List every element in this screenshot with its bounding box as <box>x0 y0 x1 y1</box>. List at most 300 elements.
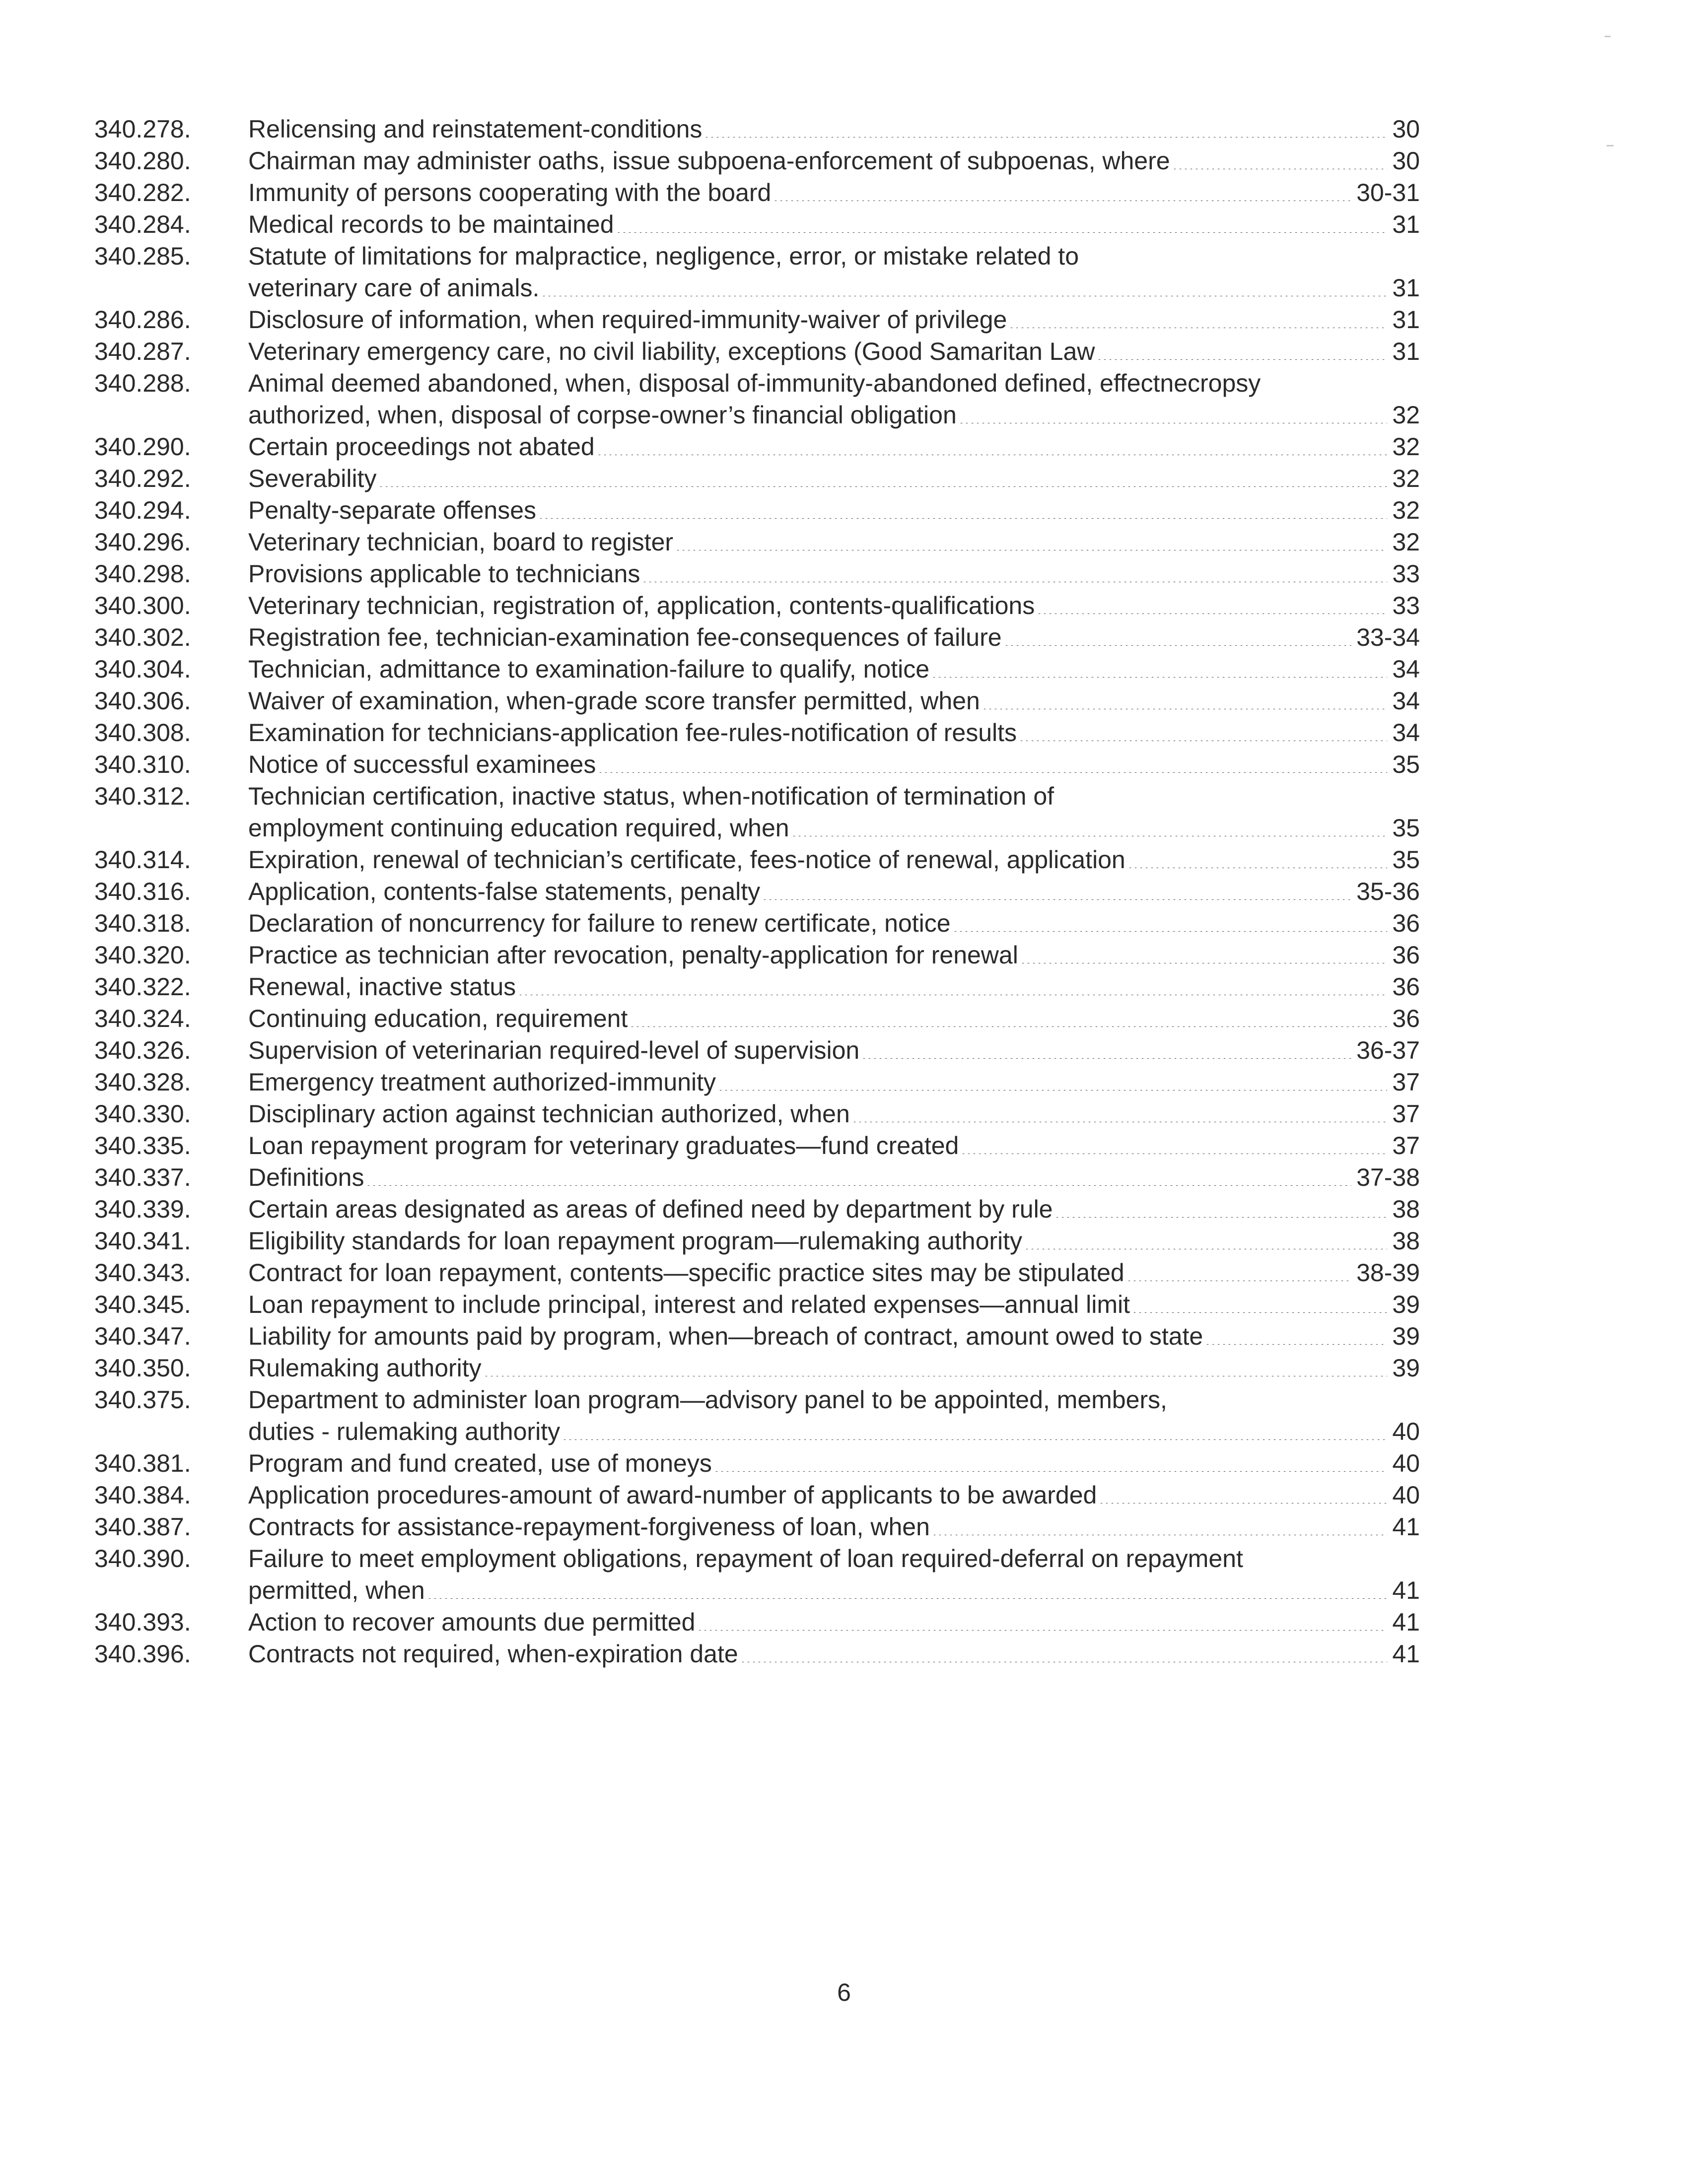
page-reference: 36 <box>1392 909 1420 937</box>
toc-entry <box>94 1352 1420 1384</box>
entry-title <box>248 749 1420 780</box>
page-reference: 40 <box>1392 1418 1420 1445</box>
section-number: 340.350. <box>94 1354 191 1382</box>
entry-title <box>248 780 1420 844</box>
entry-title-text: Application, contents-false statements, penalty <box>248 878 761 905</box>
toc-entry <box>94 463 1420 494</box>
page-reference: 39 <box>1392 1291 1420 1318</box>
toc-entry <box>94 1384 1420 1447</box>
section-number: 340.339. <box>94 1195 191 1223</box>
toc-entry <box>94 749 1420 780</box>
dot-leader <box>538 499 1387 519</box>
entry-title-text: Veterinary technician, registration of, application, contents-qualifications <box>248 592 1035 619</box>
toc-entry <box>94 367 1420 431</box>
entry-title-line <box>248 1066 1420 1098</box>
section-number: 340.384. <box>94 1481 191 1509</box>
page-reference: 39 <box>1392 1354 1420 1382</box>
entry-title-line <box>248 1638 1420 1670</box>
entry-title <box>248 463 1420 494</box>
section-number: 340.324. <box>94 1005 191 1032</box>
dot-leader <box>598 753 1387 773</box>
dot-leader <box>1037 594 1387 614</box>
dot-leader <box>1127 848 1388 868</box>
entry-title <box>248 208 1420 240</box>
entry-title-line <box>248 1479 1420 1511</box>
page-reference: 34 <box>1392 687 1420 715</box>
dot-leader <box>861 1039 1351 1059</box>
toc-entry <box>94 1638 1420 1670</box>
entry-title <box>248 494 1420 526</box>
entry-title-line <box>248 971 1420 1003</box>
entry-title-line: Failure to meet employment obligations, repayment of loan required-deferral on repayment <box>248 1545 1243 1572</box>
page-reference: 37-38 <box>1356 1163 1420 1191</box>
dot-leader <box>959 404 1388 423</box>
entry-title-line <box>248 1003 1420 1034</box>
page-reference: 39 <box>1392 1322 1420 1350</box>
section-number: 340.292. <box>94 465 191 492</box>
dot-leader <box>1132 1293 1387 1313</box>
entry-title-line <box>248 1225 1420 1257</box>
entry-title <box>248 844 1420 876</box>
toc-entry <box>94 177 1420 208</box>
toc-entry <box>94 1034 1420 1066</box>
entry-title-text: Medical records to be maintained <box>248 210 614 238</box>
entry-title-line <box>248 717 1420 749</box>
entry-title-line <box>248 1161 1420 1193</box>
entry-title <box>248 1130 1420 1161</box>
toc-entry <box>94 526 1420 558</box>
toc-entry <box>94 621 1420 653</box>
entry-title-line <box>248 1574 1420 1606</box>
section-number: 340.294. <box>94 496 191 524</box>
entry-title-text: Examination for technicians-application fee-rules-notification of results <box>248 719 1017 747</box>
section-number: 340.326. <box>94 1036 191 1064</box>
dot-leader <box>1020 944 1388 963</box>
dot-leader <box>427 1579 1388 1599</box>
entry-title-line <box>248 113 1420 145</box>
toc-entry <box>94 208 1420 240</box>
entry-title <box>248 558 1420 590</box>
section-number: 340.322. <box>94 973 191 1001</box>
entry-title-text: Contracts for assistance-repayment-forgiveness of loan, when <box>248 1513 930 1541</box>
toc-entry <box>94 431 1420 463</box>
entry-title-text: Disciplinary action against technician authorized, when <box>248 1100 850 1128</box>
section-number: 340.337. <box>94 1163 191 1191</box>
page-reference: 40 <box>1392 1481 1420 1509</box>
entry-title <box>248 1479 1420 1511</box>
entry-title-line <box>248 939 1420 971</box>
toc-entry <box>94 1066 1420 1098</box>
entry-title-line <box>248 653 1420 685</box>
page-reference: 35-36 <box>1356 878 1420 905</box>
page-reference: 32 <box>1392 401 1420 429</box>
dot-leader <box>1205 1325 1387 1345</box>
entry-title-text: Contracts not required, when-expiration date <box>248 1640 738 1668</box>
toc-entry <box>94 907 1420 939</box>
toc-entry <box>94 1193 1420 1225</box>
entry-title <box>248 1384 1420 1447</box>
entry-title-text: Relicensing and reinstatement-conditions <box>248 115 703 143</box>
entry-title-line <box>248 177 1420 208</box>
section-number: 340.314. <box>94 846 191 874</box>
section-number: 340.330. <box>94 1100 191 1128</box>
entry-title-text: Veterinary technician, board to register <box>248 528 674 556</box>
toc-entry <box>94 304 1420 336</box>
page-reference: 35 <box>1392 814 1420 842</box>
toc-entry <box>94 1161 1420 1193</box>
entry-title-text: Certain proceedings not abated <box>248 433 595 461</box>
entry-title-line <box>248 304 1420 336</box>
toc-entry <box>94 558 1420 590</box>
toc-entry <box>94 494 1420 526</box>
page-reference: 37 <box>1392 1100 1420 1128</box>
entry-title-line <box>248 399 1420 431</box>
entry-title-line <box>248 621 1420 653</box>
entry-title-text: Liability for amounts paid by program, when—breach of contract, amount owed to state <box>248 1322 1203 1350</box>
entry-title <box>248 367 1420 431</box>
dot-leader <box>378 467 1387 487</box>
page-reference: 33-34 <box>1356 623 1420 651</box>
toc-entry <box>94 939 1420 971</box>
page-reference: 32 <box>1392 433 1420 461</box>
entry-title-text: Emergency treatment authorized-immunity <box>248 1068 716 1096</box>
section-number: 340.343. <box>94 1259 191 1287</box>
scan-mark <box>1605 36 1611 37</box>
entry-title-text: Definitions <box>248 1163 364 1191</box>
entry-title-line <box>248 431 1420 463</box>
section-number: 340.306. <box>94 687 191 715</box>
dot-leader <box>1126 1261 1351 1281</box>
toc-entry <box>94 1543 1420 1606</box>
entry-title-line <box>248 812 1420 844</box>
page-reference: 38-39 <box>1356 1259 1420 1287</box>
dot-leader <box>1019 721 1387 741</box>
entry-title-line <box>248 685 1420 717</box>
entry-title <box>248 304 1420 336</box>
page-reference: 32 <box>1392 496 1420 524</box>
entry-title-line <box>248 1289 1420 1320</box>
dot-leader <box>541 276 1387 296</box>
entry-title <box>248 1257 1420 1289</box>
page-reference: 41 <box>1392 1576 1420 1604</box>
page-number: 6 <box>837 1979 851 2006</box>
entry-title <box>248 1161 1420 1193</box>
page-reference: 36 <box>1392 1005 1420 1032</box>
entry-title <box>248 1225 1420 1257</box>
entry-title-text: Action to recover amounts due permitted <box>248 1608 696 1636</box>
toc-entry <box>94 1511 1420 1543</box>
entry-title-line <box>248 145 1420 177</box>
entry-title-line <box>248 463 1420 494</box>
dot-leader <box>1172 149 1388 169</box>
toc-entry <box>94 653 1420 685</box>
entry-title-line <box>248 749 1420 780</box>
section-number: 340.393. <box>94 1608 191 1636</box>
entry-title <box>248 971 1420 1003</box>
dot-leader <box>366 1166 1351 1186</box>
entry-title <box>248 1098 1420 1130</box>
entry-title-text: Registration fee, technician-examination fee-consequences of failure <box>248 623 1002 651</box>
page-reference: 30 <box>1392 115 1420 143</box>
entry-title <box>248 590 1420 621</box>
entry-title-text: Technician, admittance to examination-failure to qualify, notice <box>248 655 930 683</box>
toc-entry <box>94 1320 1420 1352</box>
section-number: 340.310. <box>94 751 191 778</box>
dot-leader <box>762 880 1351 900</box>
entry-title-text: Practice as technician after revocation, penalty-application for renewal <box>248 941 1018 969</box>
entry-title-text: employment continuing education required, when <box>248 814 789 842</box>
entry-title-line <box>248 907 1420 939</box>
section-number: 340.316. <box>94 878 191 905</box>
section-number: 340.284. <box>94 210 191 238</box>
toc-entry <box>94 971 1420 1003</box>
entry-title <box>248 1066 1420 1098</box>
entry-title-text: Contract for loan repayment, contents—specific practice sites may be stipulated <box>248 1259 1125 1287</box>
toc-entry <box>94 685 1420 717</box>
section-number: 340.286. <box>94 306 191 334</box>
page-reference: 35 <box>1392 846 1420 874</box>
entry-title-text: Loan repayment program for veterinary graduates—fund created <box>248 1132 959 1160</box>
entry-title-text: Declaration of noncurrency for failure to renew certificate, notice <box>248 909 951 937</box>
entry-title <box>248 907 1420 939</box>
section-number: 340.280. <box>94 147 191 175</box>
page-reference: 32 <box>1392 465 1420 492</box>
entry-title-line <box>248 272 1420 304</box>
toc-entry <box>94 1289 1420 1320</box>
section-number: 340.335. <box>94 1132 191 1160</box>
page-reference: 37 <box>1392 1068 1420 1096</box>
toc-entry <box>94 145 1420 177</box>
entry-title-line <box>248 1193 1420 1225</box>
section-number: 340.308. <box>94 719 191 747</box>
entry-title-line <box>248 558 1420 590</box>
entry-title-text: Severability <box>248 465 377 492</box>
section-number: 340.285. <box>94 242 191 270</box>
toc-entry <box>94 113 1420 145</box>
entry-title <box>248 717 1420 749</box>
section-number: 340.341. <box>94 1227 191 1255</box>
entry-title-text: Supervision of veterinarian required-level of supervision <box>248 1036 860 1064</box>
dot-leader <box>484 1357 1388 1376</box>
entry-title-line <box>248 1034 1420 1066</box>
page-reference: 41 <box>1392 1640 1420 1668</box>
entry-title-line: Department to administer loan program—advisory panel to be appointed, members, <box>248 1386 1167 1414</box>
page-reference: 33 <box>1392 560 1420 588</box>
entry-title <box>248 685 1420 717</box>
entry-title <box>248 876 1420 907</box>
dot-leader <box>704 118 1387 137</box>
page-reference: 40 <box>1392 1449 1420 1477</box>
toc-entry <box>94 1606 1420 1638</box>
page-reference: 30-31 <box>1356 179 1420 206</box>
section-number: 340.375. <box>94 1386 191 1414</box>
table-of-contents <box>94 113 1420 1670</box>
entry-title <box>248 177 1420 208</box>
entry-title <box>248 431 1420 463</box>
entry-title-line <box>248 1098 1420 1130</box>
section-number: 340.312. <box>94 782 191 810</box>
section-number: 340.381. <box>94 1449 191 1477</box>
dot-leader <box>714 1452 1388 1472</box>
entry-title-text: Notice of successful examinees <box>248 751 596 778</box>
entry-title-line: Technician certification, inactive status, when-notification of termination of <box>248 782 1055 810</box>
entry-title <box>248 336 1420 367</box>
section-number: 340.320. <box>94 941 191 969</box>
entry-title <box>248 1352 1420 1384</box>
dot-leader <box>1004 626 1352 646</box>
entry-title <box>248 1003 1420 1034</box>
toc-entry <box>94 1447 1420 1479</box>
page-reference: 41 <box>1392 1608 1420 1636</box>
entry-title-line: Animal deemed abandoned, when, disposal of-immunity-abandoned defined, effectnecropsy <box>248 369 1261 397</box>
entry-title <box>248 621 1420 653</box>
entry-title <box>248 526 1420 558</box>
entry-title-text: authorized, when, disposal of corpse-owner’s financial obligation <box>248 401 957 429</box>
page-reference: 36-37 <box>1356 1036 1420 1064</box>
toc-entry <box>94 780 1420 844</box>
toc-entry <box>94 876 1420 907</box>
section-number: 340.278. <box>94 115 191 143</box>
entry-title <box>248 1193 1420 1225</box>
section-number: 340.282. <box>94 179 191 206</box>
section-number: 340.300. <box>94 592 191 619</box>
dot-leader <box>1097 340 1387 360</box>
entry-title-line <box>248 844 1420 876</box>
dot-leader <box>642 562 1387 582</box>
dot-leader <box>1024 1229 1387 1249</box>
page-reference: 31 <box>1392 338 1420 365</box>
entry-title <box>248 653 1420 685</box>
section-number: 340.302. <box>94 623 191 651</box>
entry-title <box>248 1289 1420 1320</box>
entry-title-line <box>248 1130 1420 1161</box>
section-number: 340.290. <box>94 433 191 461</box>
section-number: 340.288. <box>94 369 191 397</box>
page-reference: 36 <box>1392 973 1420 1001</box>
dot-leader <box>953 912 1388 932</box>
entry-title <box>248 1543 1420 1606</box>
entry-title-text: veterinary care of animals. <box>248 274 540 302</box>
page-reference: 32 <box>1392 528 1420 556</box>
entry-title-text: Renewal, inactive status <box>248 973 516 1001</box>
entry-title <box>248 1447 1420 1479</box>
entry-title-text: Certain areas designated as areas of defined need by department by rule <box>248 1195 1053 1223</box>
entry-title-text: Disclosure of information, when required-immunity-waiver of privilege <box>248 306 1007 334</box>
toc-entry <box>94 336 1420 367</box>
section-number: 340.296. <box>94 528 191 556</box>
toc-entry <box>94 1130 1420 1161</box>
entry-title-line <box>248 1320 1420 1352</box>
page-reference: 38 <box>1392 1195 1420 1223</box>
entry-title <box>248 1638 1420 1670</box>
page-reference: 34 <box>1392 655 1420 683</box>
entry-title-text: Penalty-separate offenses <box>248 496 537 524</box>
entry-title <box>248 240 1420 304</box>
toc-entry <box>94 844 1420 876</box>
dot-leader <box>597 435 1388 455</box>
page-reference: 36 <box>1392 941 1420 969</box>
toc-entry <box>94 240 1420 304</box>
entry-title-line <box>248 526 1420 558</box>
entry-title-text: permitted, when <box>248 1576 425 1604</box>
entry-title-line <box>248 590 1420 621</box>
page-reference: 41 <box>1392 1513 1420 1541</box>
dot-leader <box>1099 1484 1387 1503</box>
entry-title-text: Program and fund created, use of moneys <box>248 1449 712 1477</box>
dot-leader <box>791 817 1388 836</box>
entry-title-text: Provisions applicable to technicians <box>248 560 640 588</box>
entry-title-text: Immunity of persons cooperating with the board <box>248 179 772 206</box>
section-number: 340.287. <box>94 338 191 365</box>
page-reference: 37 <box>1392 1132 1420 1160</box>
entry-title-text: Application procedures-amount of award-number of applicants to be awarded <box>248 1481 1097 1509</box>
entry-title <box>248 1606 1420 1638</box>
entry-title-line <box>248 1606 1420 1638</box>
toc-entry <box>94 1098 1420 1130</box>
entry-title-text: Loan repayment to include principal, interest and related expenses—annual limit <box>248 1291 1130 1318</box>
entry-title-text: Chairman may administer oaths, issue subpoena-enforcement of subpoenas, where <box>248 147 1170 175</box>
entry-title-text: Eligibility standards for loan repayment program—rulemaking authority <box>248 1227 1023 1255</box>
entry-title <box>248 145 1420 177</box>
dot-leader <box>1009 308 1387 328</box>
dot-leader <box>961 1134 1387 1154</box>
entry-title-text: duties - rulemaking authority <box>248 1418 561 1445</box>
entry-title-line <box>248 1447 1420 1479</box>
dot-leader <box>773 181 1351 201</box>
entry-title <box>248 1320 1420 1352</box>
section-number: 340.318. <box>94 909 191 937</box>
toc-entry <box>94 1257 1420 1289</box>
dot-leader <box>740 1642 1388 1662</box>
page-reference: 38 <box>1392 1227 1420 1255</box>
entry-title <box>248 1034 1420 1066</box>
section-number: 340.396. <box>94 1640 191 1668</box>
dot-leader <box>852 1102 1388 1122</box>
dot-leader <box>982 689 1388 709</box>
page-reference: 34 <box>1392 719 1420 747</box>
entry-title-line <box>248 1352 1420 1384</box>
dot-leader <box>718 1071 1387 1091</box>
dot-leader <box>932 1515 1387 1535</box>
toc-entry <box>94 1003 1420 1034</box>
entry-title-line <box>248 208 1420 240</box>
page-reference: 33 <box>1392 592 1420 619</box>
entry-title <box>248 113 1420 145</box>
section-number: 340.347. <box>94 1322 191 1350</box>
entry-title-text: Veterinary emergency care, no civil liability, exceptions (Good Samaritan Law <box>248 338 1095 365</box>
toc-entry <box>94 590 1420 621</box>
entry-title-line: Statute of limitations for malpractice, negligence, error, or mistake related to <box>248 242 1079 270</box>
section-number: 340.328. <box>94 1068 191 1096</box>
toc-entry <box>94 1225 1420 1257</box>
entry-title-line <box>248 1511 1420 1543</box>
entry-title-text: Rulemaking authority <box>248 1354 482 1382</box>
dot-leader <box>630 1007 1387 1027</box>
page-reference: 31 <box>1392 274 1420 302</box>
toc-entry <box>94 717 1420 749</box>
dot-leader <box>518 975 1387 995</box>
entry-title-line <box>248 336 1420 367</box>
entry-title-line <box>248 1257 1420 1289</box>
dot-leader <box>562 1420 1387 1440</box>
section-number: 340.304. <box>94 655 191 683</box>
entry-title <box>248 939 1420 971</box>
section-number: 340.345. <box>94 1291 191 1318</box>
section-number: 340.387. <box>94 1513 191 1541</box>
entry-title-text: Expiration, renewal of technician’s certificate, fees-notice of renewal, application <box>248 846 1125 874</box>
dot-leader <box>675 531 1387 550</box>
entry-title-line <box>248 876 1420 907</box>
